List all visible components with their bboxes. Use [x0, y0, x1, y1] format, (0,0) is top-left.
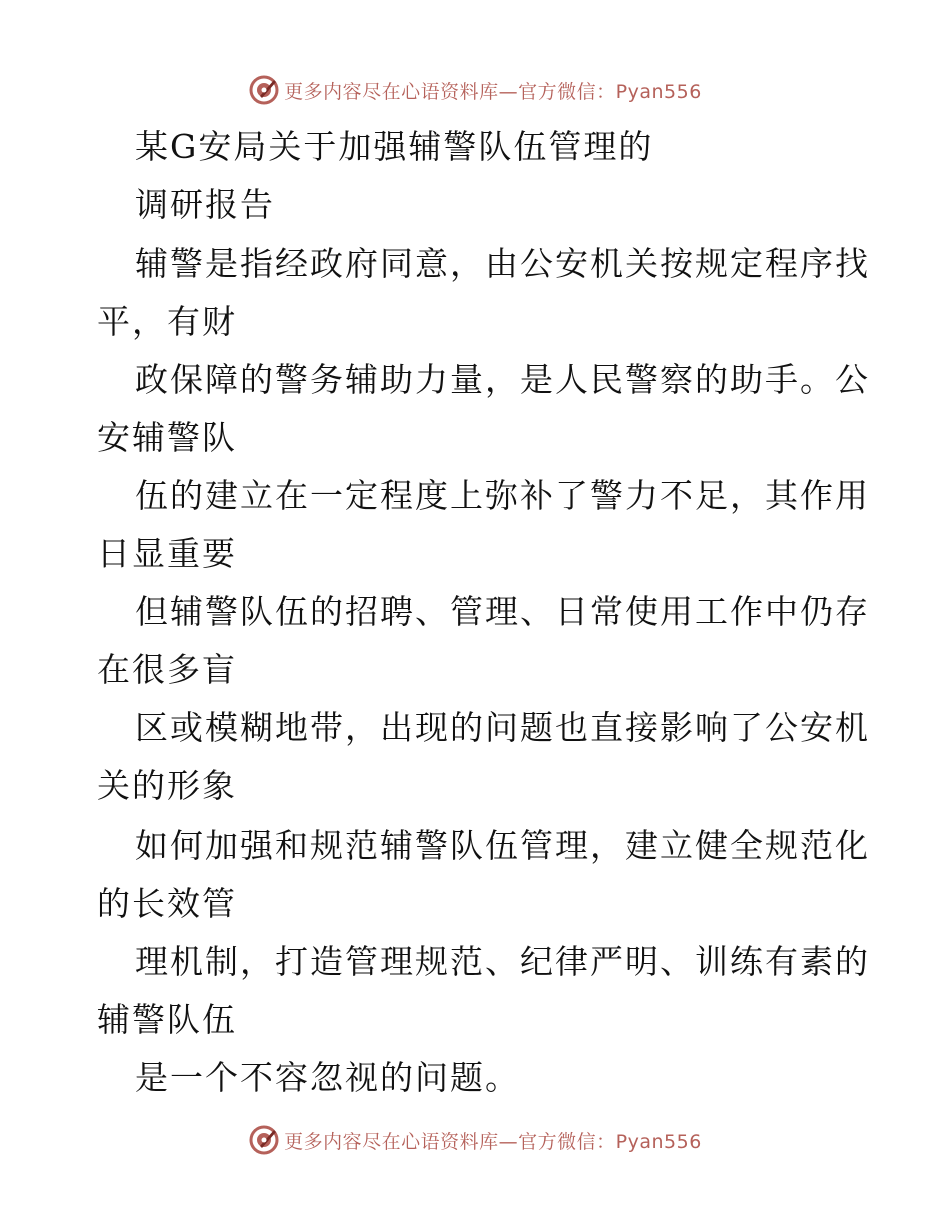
doc-text-line: 关的形象 [97, 766, 237, 805]
doc-text-line: 辅警队伍 [97, 1000, 237, 1039]
doc-text-line: 但辅警队伍的招聘、管理、日常使用工作中仍存 [135, 592, 870, 631]
footer-banner [0, 1120, 950, 1160]
doc-text-line: 日显重要 [97, 534, 237, 573]
doc-text-line: 政保障的警务辅助力量，是人民警察的助手。公 [135, 360, 870, 399]
footer-banner-text: 更多内容尽在心语资料库—官方微信：Pyan556 [284, 1130, 702, 1153]
doc-title-line-2: 调研报告 [135, 185, 275, 224]
doc-text-line: 如何加强和规范辅警队伍管理，建立健全规范化 [135, 826, 870, 865]
header-banner-text: 更多内容尽在心语资料库—官方微信：Pyan556 [284, 80, 702, 103]
doc-text-line: 安辅警队 [97, 418, 237, 457]
pen-logo-icon [248, 1124, 280, 1156]
header-banner [0, 70, 950, 110]
doc-text-line: 在很多盲 [97, 650, 237, 689]
doc-text-line: 理机制，打造管理规范、纪律严明、训练有素的 [135, 942, 870, 981]
doc-text-line: 的长效管 [97, 884, 237, 923]
doc-title-line-1: 某G安局关于加强辅警队伍管理的 [135, 127, 654, 166]
doc-text-line: 伍的建立在一定程度上弥补了警力不足，其作用 [135, 476, 870, 515]
doc-text-line: 是一个不容忽视的问题。 [135, 1058, 520, 1097]
doc-text-line: 辅警是指经政府同意，由公安机关按规定程序找 [135, 244, 870, 283]
doc-text-line: 平，有财 [97, 302, 237, 341]
pen-logo-icon [248, 74, 280, 106]
doc-text-line: 区或模糊地带，出现的问题也直接影响了公安机 [135, 708, 870, 747]
